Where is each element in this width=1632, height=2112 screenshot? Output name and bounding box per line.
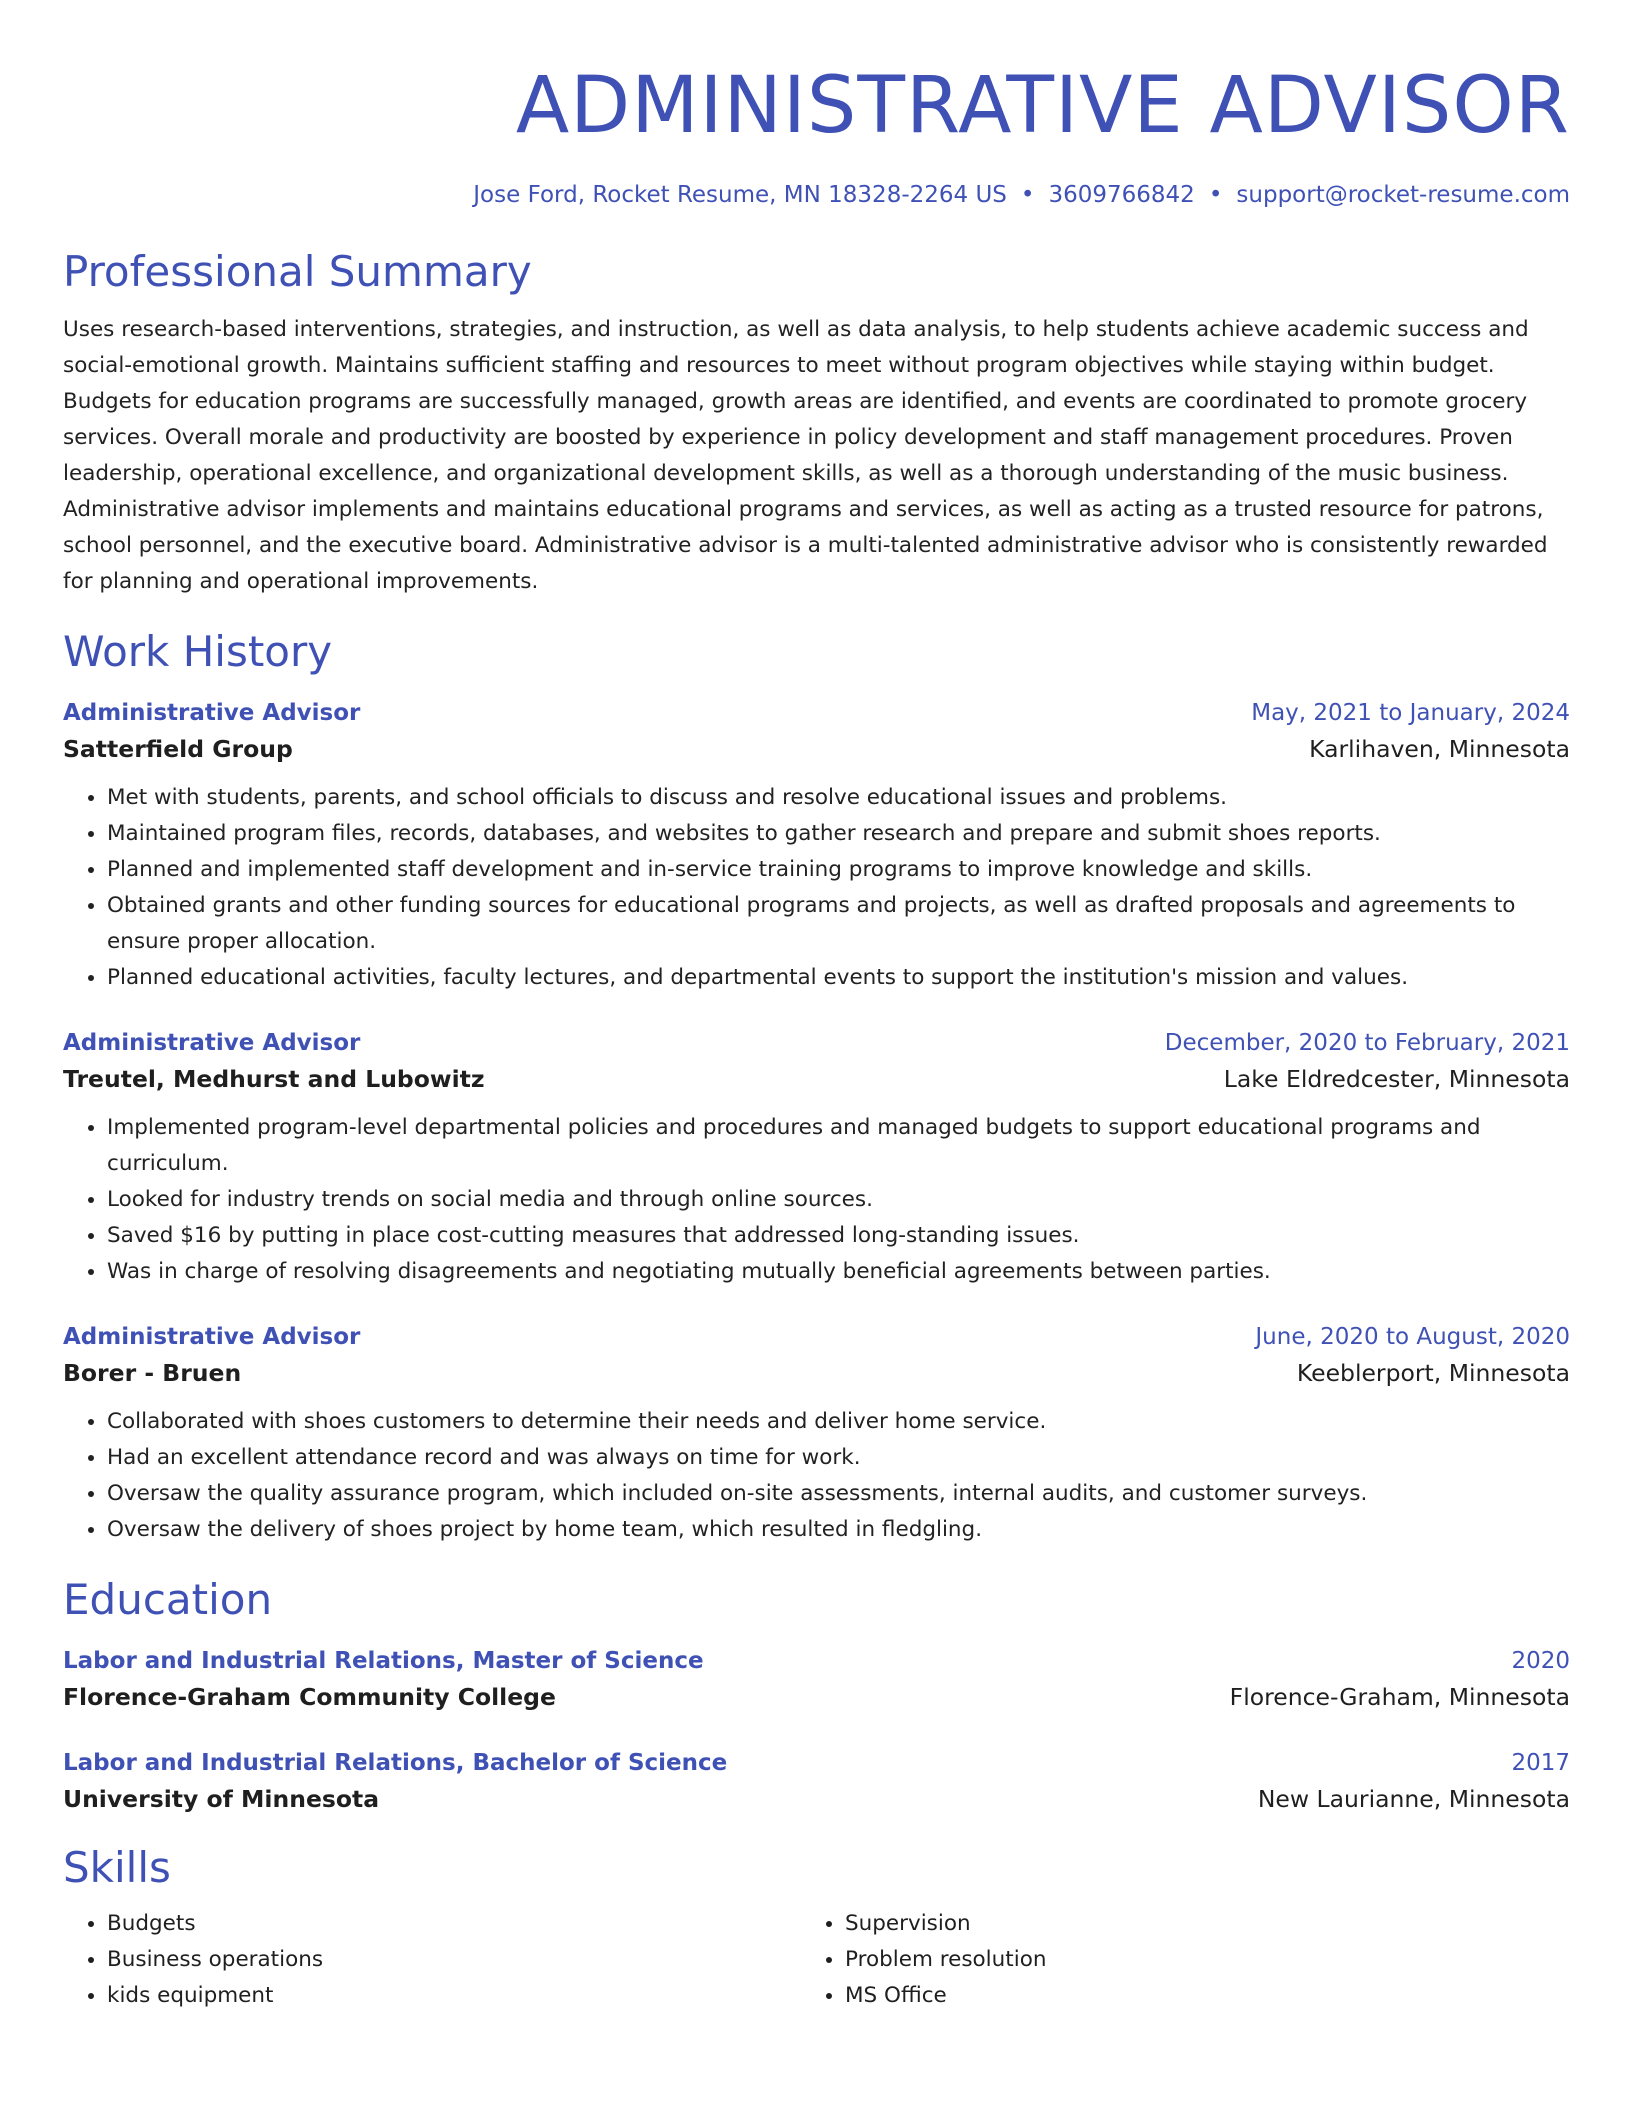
work-history-heading: Work History [63,627,333,676]
job-entry [63,696,1570,996]
education-heading: Education [63,1575,273,1624]
job-location: Keeblerport, Minnesota [1296,1359,1570,1387]
contact-separator: • [1208,182,1223,208]
job-entry [63,1026,1570,1290]
skills-column [63,1906,801,2014]
job-bullet: • Saved $16 by putting in place cost-cutting measures that addressed long-standing issues. [107,1218,1570,1254]
job-dates: May, 2021 to January, 2024 [1251,700,1570,726]
job-company: Treutel, Medhurst and Lubowitz [63,1065,485,1093]
contact-separator: • [1020,182,1035,208]
resume-header [63,60,1570,210]
school-name: University of Minnesota [63,1785,380,1813]
job-role: Administrative Advisor [63,1030,361,1056]
school-location: New Laurianne, Minnesota [1257,1785,1570,1813]
job-entry [63,1320,1570,1548]
job-bullet: • Oversaw the quality assurance program, which included on-site assessments, internal audits, and customer surveys. [107,1476,1570,1512]
contact-phone: 3609766842 [1048,182,1195,208]
degree-name: Labor and Industrial Relations, Bachelor of Science [63,1750,728,1776]
job-bullet: • Maintained program files, records, databases, and websites to gather research and prepare and submit shoes reports. [107,816,1570,852]
job-bullet: • Met with students, parents, and school officials to discuss and resolve educational issues and problems. [107,780,1570,816]
contact-address: Jose Ford, Rocket Resume, MN 18328-2264 US [473,182,1007,208]
skill-item: • Supervision [845,1906,1561,1942]
skills-column [801,1906,1561,2014]
degree-year: 2020 [1511,1648,1570,1674]
job-bullets [63,780,1570,996]
resume-title: ADMINISTRATIVE ADVISOR [515,61,1570,151]
skill-item: • Business operations [107,1942,801,1978]
school-location: Florence-Graham, Minnesota [1229,1683,1570,1711]
summary-text: Uses research-based interventions, strategies, and instruction, as well as data analysis, to help students achieve academic success and social-emotional growth. Maintains sufficient staffing and resources to meet without program objectives while staying within budget. Budgets for education programs are successfully managed, growth areas are identified, and events are coordinated to promote grocery services. Overall morale and productivity are boosted by experience in policy development and staff management procedures. Proven leadership, operational excellence, and organizational development skills, as well as a thorough understanding of the music business. Administrative advisor implements and maintains educational programs and services, as well as acting as a trusted resource for patrons, school personnel, and the executive board. Administrative advisor is a multi-talented administrative advisor who is consistently rewarded for planning and operational improvements. [63,317,1548,594]
job-bullets [63,1110,1570,1290]
job-bullet: • Collaborated with shoes customers to determine their needs and deliver home service. [107,1404,1570,1440]
school-name: Florence-Graham Community College [63,1683,556,1711]
contact-line [63,180,1570,210]
job-role: Administrative Advisor [63,700,361,726]
job-bullet: • Obtained grants and other funding sources for educational programs and projects, as well as drafted proposals and agreements to ensure proper allocation. [107,888,1570,960]
work-history-section [63,626,1570,1548]
degree-year: 2017 [1511,1750,1570,1776]
contact-email: support@rocket-resume.com [1236,182,1570,208]
summary-heading: Professional Summary [63,247,532,296]
education-entry [63,1644,1570,1716]
job-bullet: • Had an excellent attendance record and was always on time for work. [107,1440,1570,1476]
skill-item: • kids equipment [107,1978,801,2014]
job-company: Borer - Bruen [63,1359,242,1387]
job-bullet: • Was in charge of resolving disagreements and negotiating mutually beneficial agreements between parties. [107,1254,1570,1290]
job-bullets [63,1404,1570,1548]
job-company: Satterfield Group [63,735,293,763]
education-section [63,1574,1570,1818]
job-bullet: • Planned educational activities, faculty lectures, and departmental events to support the institution's mission and values. [107,960,1570,996]
job-location: Karlihaven, Minnesota [1309,735,1570,763]
job-dates: June, 2020 to August, 2020 [1255,1324,1570,1350]
job-bullet: • Planned and implemented staff development and in-service training programs to improve knowledge and skills. [107,852,1570,888]
job-role: Administrative Advisor [63,1324,361,1350]
skill-item: • MS Office [845,1978,1561,2014]
job-bullet: • Implemented program-level departmental policies and procedures and managed budgets to support educational programs and curriculum. [107,1110,1570,1182]
skill-item: • Budgets [107,1906,801,1942]
skills-grid [63,1906,1570,2014]
skill-item: • Problem resolution [845,1942,1561,1978]
job-bullet: • Oversaw the delivery of shoes project by home team, which resulted in fledgling. [107,1512,1570,1548]
degree-name: Labor and Industrial Relations, Master of Science [63,1648,704,1674]
education-entry [63,1746,1570,1818]
job-location: Lake Eldredcester, Minnesota [1223,1065,1570,1093]
summary-section [63,246,1570,600]
skills-heading: Skills [63,1843,171,1892]
job-bullet: • Looked for industry trends on social media and through online sources. [107,1182,1570,1218]
skills-section [63,1842,1570,2014]
job-dates: December, 2020 to February, 2021 [1164,1030,1570,1056]
